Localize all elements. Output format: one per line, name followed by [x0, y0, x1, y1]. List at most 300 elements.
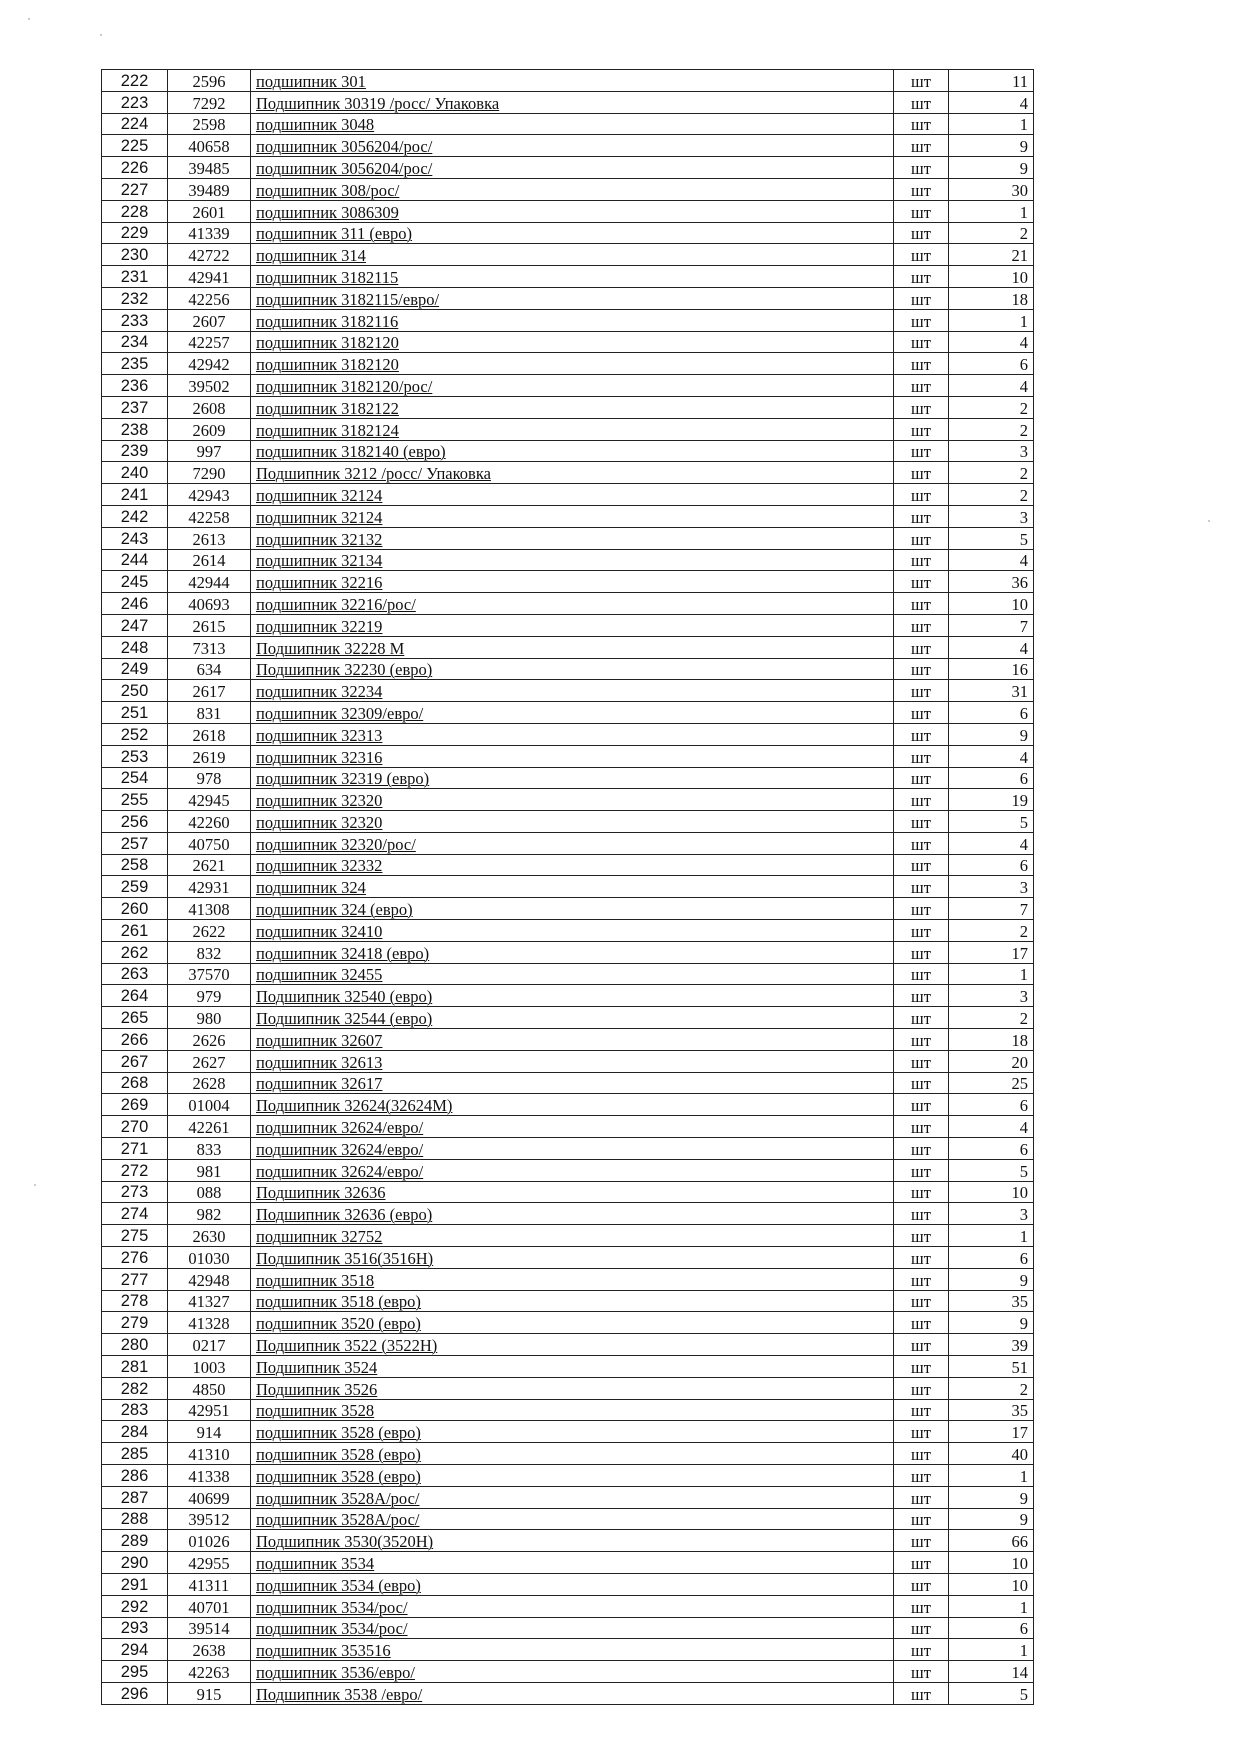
row-number-cell: 222 — [102, 70, 168, 92]
item-name-cell: подшипник 32316 — [251, 745, 894, 767]
unit-cell: шт — [894, 1661, 949, 1683]
item-code-cell: 2622 — [168, 920, 251, 942]
unit-cell: шт — [894, 571, 949, 593]
item-name-cell: подшипник 32234 — [251, 680, 894, 702]
row-number-cell: 271 — [102, 1138, 168, 1160]
quantity-cell: 18 — [949, 287, 1034, 309]
row-number-cell: 225 — [102, 135, 168, 157]
quantity-cell: 9 — [949, 723, 1034, 745]
item-name-cell: подшипник 32309/евро/ — [251, 702, 894, 724]
item-code-cell: 42941 — [168, 266, 251, 288]
row-number-cell: 249 — [102, 658, 168, 680]
table-row — [102, 1334, 1034, 1356]
item-name-cell: подшипник 3182124 — [251, 418, 894, 440]
item-name-cell: подшипник 3182122 — [251, 396, 894, 418]
item-code-cell: 41310 — [168, 1443, 251, 1465]
unit-cell: шт — [894, 1639, 949, 1661]
quantity-cell: 1 — [949, 963, 1034, 985]
row-number-cell: 238 — [102, 418, 168, 440]
quantity-cell: 2 — [949, 396, 1034, 418]
row-number-cell: 228 — [102, 200, 168, 222]
row-number-cell: 264 — [102, 985, 168, 1007]
row-number-cell: 240 — [102, 462, 168, 484]
item-name-cell: подшипник 3536/евро/ — [251, 1661, 894, 1683]
table-row — [102, 462, 1034, 484]
row-number-cell: 274 — [102, 1203, 168, 1225]
item-name-cell: подшипник 3182115 — [251, 266, 894, 288]
unit-cell: шт — [894, 1290, 949, 1312]
item-name-cell: подшипник 32124 — [251, 484, 894, 506]
item-name-cell: Подшипник 32540 (евро) — [251, 985, 894, 1007]
quantity-cell: 5 — [949, 1682, 1034, 1704]
table-row — [102, 1268, 1034, 1290]
table-row — [102, 1682, 1034, 1704]
item-name-cell: подшипник 32219 — [251, 614, 894, 636]
quantity-cell: 39 — [949, 1334, 1034, 1356]
quantity-cell: 2 — [949, 222, 1034, 244]
row-number-cell: 261 — [102, 920, 168, 942]
quantity-cell: 4 — [949, 375, 1034, 397]
table-row — [102, 1486, 1034, 1508]
unit-cell: шт — [894, 91, 949, 113]
row-number-cell: 291 — [102, 1573, 168, 1595]
item-code-cell: 7290 — [168, 462, 251, 484]
quantity-cell: 6 — [949, 767, 1034, 789]
item-name-cell: подшипник 311 (евро) — [251, 222, 894, 244]
item-name-cell: подшипник 3528А/рос/ — [251, 1508, 894, 1530]
unit-cell: шт — [894, 113, 949, 135]
item-name-cell: подшипник 32216/рос/ — [251, 593, 894, 615]
quantity-cell: 4 — [949, 1116, 1034, 1138]
item-code-cell: 40658 — [168, 135, 251, 157]
row-number-cell: 296 — [102, 1682, 168, 1704]
row-number-cell: 280 — [102, 1334, 168, 1356]
item-name-cell: подшипник 3182120/рос/ — [251, 375, 894, 397]
table-row — [102, 178, 1034, 200]
unit-cell: шт — [894, 1682, 949, 1704]
item-code-cell: 981 — [168, 1159, 251, 1181]
table-row — [102, 745, 1034, 767]
unit-cell: шт — [894, 375, 949, 397]
row-number-cell: 266 — [102, 1029, 168, 1051]
item-code-cell: 997 — [168, 440, 251, 462]
quantity-cell: 3 — [949, 505, 1034, 527]
item-code-cell: 42944 — [168, 571, 251, 593]
item-code-cell: 979 — [168, 985, 251, 1007]
quantity-cell: 2 — [949, 462, 1034, 484]
unit-cell: шт — [894, 941, 949, 963]
table-row — [102, 1050, 1034, 1072]
unit-cell: шт — [894, 702, 949, 724]
table-row — [102, 593, 1034, 615]
row-number-cell: 282 — [102, 1377, 168, 1399]
item-code-cell: 39514 — [168, 1617, 251, 1639]
item-name-cell: подшипник 3182116 — [251, 309, 894, 331]
unit-cell: шт — [894, 985, 949, 1007]
item-code-cell: 978 — [168, 767, 251, 789]
table-row — [102, 1399, 1034, 1421]
item-name-cell: Подшипник 30319 /росс/ Упаковка — [251, 91, 894, 113]
quantity-cell: 9 — [949, 135, 1034, 157]
row-number-cell: 286 — [102, 1465, 168, 1487]
row-number-cell: 275 — [102, 1225, 168, 1247]
row-number-cell: 290 — [102, 1552, 168, 1574]
quantity-cell: 6 — [949, 1138, 1034, 1160]
item-name-cell: подшипник 32216 — [251, 571, 894, 593]
table-row — [102, 200, 1034, 222]
unit-cell: шт — [894, 462, 949, 484]
item-name-cell: подшипник 3056204/рос/ — [251, 157, 894, 179]
item-code-cell: 41338 — [168, 1465, 251, 1487]
row-number-cell: 269 — [102, 1094, 168, 1116]
item-code-cell: 42931 — [168, 876, 251, 898]
item-code-cell: 42943 — [168, 484, 251, 506]
item-name-cell: подшипник 32624/евро/ — [251, 1116, 894, 1138]
table-row — [102, 854, 1034, 876]
table-row — [102, 135, 1034, 157]
quantity-cell: 17 — [949, 1421, 1034, 1443]
row-number-cell: 227 — [102, 178, 168, 200]
table-row — [102, 353, 1034, 375]
row-number-cell: 270 — [102, 1116, 168, 1138]
table-row — [102, 1029, 1034, 1051]
table-row — [102, 898, 1034, 920]
quantity-cell: 2 — [949, 1377, 1034, 1399]
row-number-cell: 247 — [102, 614, 168, 636]
table-row — [102, 396, 1034, 418]
unit-cell: шт — [894, 200, 949, 222]
item-name-cell: подшипник 32313 — [251, 723, 894, 745]
table-row — [102, 1530, 1034, 1552]
item-name-cell: Подшипник 32228 М — [251, 636, 894, 658]
table-row — [102, 527, 1034, 549]
item-name-cell: Подшипник 32230 (евро) — [251, 658, 894, 680]
unit-cell: шт — [894, 440, 949, 462]
table-row — [102, 1595, 1034, 1617]
item-name-cell: подшипник 301 — [251, 70, 894, 92]
table-row — [102, 309, 1034, 331]
row-number-cell: 285 — [102, 1443, 168, 1465]
table-row — [102, 1573, 1034, 1595]
quantity-cell: 9 — [949, 1486, 1034, 1508]
table-row — [102, 70, 1034, 92]
table-row — [102, 832, 1034, 854]
quantity-cell: 7 — [949, 614, 1034, 636]
item-code-cell: 2627 — [168, 1050, 251, 1072]
quantity-cell: 35 — [949, 1290, 1034, 1312]
table-row — [102, 723, 1034, 745]
table-row — [102, 1247, 1034, 1269]
unit-cell: шт — [894, 287, 949, 309]
item-code-cell: 42258 — [168, 505, 251, 527]
row-number-cell: 223 — [102, 91, 168, 113]
item-code-cell: 7313 — [168, 636, 251, 658]
unit-cell: шт — [894, 396, 949, 418]
quantity-cell: 4 — [949, 549, 1034, 571]
row-number-cell: 255 — [102, 789, 168, 811]
table-row — [102, 222, 1034, 244]
quantity-cell: 1 — [949, 1465, 1034, 1487]
row-number-cell: 292 — [102, 1595, 168, 1617]
table-row — [102, 680, 1034, 702]
item-code-cell: 1003 — [168, 1356, 251, 1378]
item-code-cell: 2615 — [168, 614, 251, 636]
item-name-cell: подшипник 32332 — [251, 854, 894, 876]
item-name-cell: Подшипник 3516(3516Н) — [251, 1247, 894, 1269]
item-code-cell: 2621 — [168, 854, 251, 876]
table-row — [102, 1508, 1034, 1530]
item-code-cell: 2619 — [168, 745, 251, 767]
unit-cell: шт — [894, 1334, 949, 1356]
row-number-cell: 235 — [102, 353, 168, 375]
item-name-cell: подшипник 3534/рос/ — [251, 1595, 894, 1617]
item-name-cell: подшипник 3520 (евро) — [251, 1312, 894, 1334]
table-row — [102, 1138, 1034, 1160]
unit-cell: шт — [894, 222, 949, 244]
quantity-cell: 5 — [949, 811, 1034, 833]
unit-cell: шт — [894, 876, 949, 898]
table-row — [102, 702, 1034, 724]
quantity-cell: 4 — [949, 91, 1034, 113]
item-code-cell: 634 — [168, 658, 251, 680]
item-name-cell: подшипник 3086309 — [251, 200, 894, 222]
item-name-cell: Подшипник 32544 (евро) — [251, 1007, 894, 1029]
item-code-cell: 2608 — [168, 396, 251, 418]
item-name-cell: Подшипник 3522 (3522Н) — [251, 1334, 894, 1356]
quantity-cell: 6 — [949, 1094, 1034, 1116]
unit-cell: шт — [894, 920, 949, 942]
item-code-cell: 2617 — [168, 680, 251, 702]
quantity-cell: 4 — [949, 745, 1034, 767]
item-code-cell: 40699 — [168, 1486, 251, 1508]
item-name-cell: подшипник 3056204/рос/ — [251, 135, 894, 157]
quantity-cell: 10 — [949, 1552, 1034, 1574]
table-row — [102, 1181, 1034, 1203]
row-number-cell: 251 — [102, 702, 168, 724]
item-name-cell: подшипник 3534 — [251, 1552, 894, 1574]
quantity-cell: 40 — [949, 1443, 1034, 1465]
item-code-cell: 980 — [168, 1007, 251, 1029]
table-row — [102, 767, 1034, 789]
row-number-cell: 233 — [102, 309, 168, 331]
row-number-cell: 272 — [102, 1159, 168, 1181]
item-name-cell: подшипник 3528 (евро) — [251, 1465, 894, 1487]
item-code-cell: 39502 — [168, 375, 251, 397]
unit-cell: шт — [894, 723, 949, 745]
quantity-cell: 20 — [949, 1050, 1034, 1072]
quantity-cell: 5 — [949, 1159, 1034, 1181]
unit-cell: шт — [894, 1268, 949, 1290]
row-number-cell: 224 — [102, 113, 168, 135]
table-row — [102, 440, 1034, 462]
quantity-cell: 1 — [949, 200, 1034, 222]
row-number-cell: 283 — [102, 1399, 168, 1421]
item-name-cell: подшипник 32319 (евро) — [251, 767, 894, 789]
item-name-cell: подшипник 314 — [251, 244, 894, 266]
unit-cell: шт — [894, 484, 949, 506]
item-name-cell: подшипник 324 — [251, 876, 894, 898]
row-number-cell: 226 — [102, 157, 168, 179]
table-row — [102, 375, 1034, 397]
item-name-cell: подшипник 3048 — [251, 113, 894, 135]
unit-cell: шт — [894, 244, 949, 266]
item-name-cell: подшипник 3518 (евро) — [251, 1290, 894, 1312]
table-row — [102, 549, 1034, 571]
item-code-cell: 42942 — [168, 353, 251, 375]
unit-cell: шт — [894, 1421, 949, 1443]
item-name-cell: подшипник 3182115/евро/ — [251, 287, 894, 309]
table-row — [102, 1072, 1034, 1094]
table-row — [102, 113, 1034, 135]
quantity-cell: 9 — [949, 157, 1034, 179]
row-number-cell: 284 — [102, 1421, 168, 1443]
quantity-cell: 6 — [949, 353, 1034, 375]
table-row — [102, 571, 1034, 593]
unit-cell: шт — [894, 1203, 949, 1225]
item-code-cell: 41327 — [168, 1290, 251, 1312]
unit-cell: шт — [894, 1094, 949, 1116]
unit-cell: шт — [894, 135, 949, 157]
row-number-cell: 254 — [102, 767, 168, 789]
item-code-cell: 2618 — [168, 723, 251, 745]
item-code-cell: 01030 — [168, 1247, 251, 1269]
inventory-table — [101, 69, 1034, 1705]
row-number-cell: 295 — [102, 1661, 168, 1683]
item-name-cell: подшипник 32752 — [251, 1225, 894, 1247]
quantity-cell: 10 — [949, 1181, 1034, 1203]
unit-cell: шт — [894, 789, 949, 811]
row-number-cell: 244 — [102, 549, 168, 571]
item-code-cell: 42260 — [168, 811, 251, 833]
unit-cell: шт — [894, 1399, 949, 1421]
item-name-cell: подшипник 32617 — [251, 1072, 894, 1094]
quantity-cell: 36 — [949, 571, 1034, 593]
quantity-cell: 6 — [949, 1617, 1034, 1639]
row-number-cell: 239 — [102, 440, 168, 462]
item-name-cell: подшипник 3528 (евро) — [251, 1443, 894, 1465]
item-name-cell: подшипник 32124 — [251, 505, 894, 527]
unit-cell: шт — [894, 1443, 949, 1465]
unit-cell: шт — [894, 1225, 949, 1247]
unit-cell: шт — [894, 1508, 949, 1530]
quantity-cell: 3 — [949, 1203, 1034, 1225]
table-row — [102, 985, 1034, 1007]
unit-cell: шт — [894, 658, 949, 680]
row-number-cell: 232 — [102, 287, 168, 309]
table-row — [102, 1312, 1034, 1334]
item-code-cell: 2598 — [168, 113, 251, 135]
item-code-cell: 4850 — [168, 1377, 251, 1399]
quantity-cell: 9 — [949, 1508, 1034, 1530]
unit-cell: шт — [894, 1486, 949, 1508]
item-code-cell: 7292 — [168, 91, 251, 113]
unit-cell: шт — [894, 1247, 949, 1269]
item-code-cell: 40693 — [168, 593, 251, 615]
item-code-cell: 2626 — [168, 1029, 251, 1051]
table-row — [102, 636, 1034, 658]
table-row — [102, 920, 1034, 942]
row-number-cell: 281 — [102, 1356, 168, 1378]
row-number-cell: 277 — [102, 1268, 168, 1290]
unit-cell: шт — [894, 811, 949, 833]
item-name-cell: подшипник 32624/евро/ — [251, 1159, 894, 1181]
row-number-cell: 252 — [102, 723, 168, 745]
table-row — [102, 91, 1034, 113]
item-name-cell: подшипник 324 (евро) — [251, 898, 894, 920]
item-code-cell: 982 — [168, 1203, 251, 1225]
table-row — [102, 876, 1034, 898]
table-row — [102, 1290, 1034, 1312]
unit-cell: шт — [894, 1530, 949, 1552]
quantity-cell: 2 — [949, 418, 1034, 440]
quantity-cell: 3 — [949, 876, 1034, 898]
item-name-cell: подшипник 3528 (евро) — [251, 1421, 894, 1443]
item-code-cell: 833 — [168, 1138, 251, 1160]
row-number-cell: 294 — [102, 1639, 168, 1661]
row-number-cell: 236 — [102, 375, 168, 397]
unit-cell: шт — [894, 1573, 949, 1595]
item-code-cell: 39485 — [168, 157, 251, 179]
quantity-cell: 1 — [949, 113, 1034, 135]
table-row — [102, 331, 1034, 353]
unit-cell: шт — [894, 1072, 949, 1094]
unit-cell: шт — [894, 767, 949, 789]
table-row — [102, 505, 1034, 527]
item-code-cell: 2630 — [168, 1225, 251, 1247]
row-number-cell: 256 — [102, 811, 168, 833]
item-code-cell: 40701 — [168, 1595, 251, 1617]
quantity-cell: 3 — [949, 985, 1034, 1007]
quantity-cell: 35 — [949, 1399, 1034, 1421]
item-code-cell: 41311 — [168, 1573, 251, 1595]
item-name-cell: Подшипник 3526 — [251, 1377, 894, 1399]
unit-cell: шт — [894, 157, 949, 179]
item-name-cell: подшипник 3528 — [251, 1399, 894, 1421]
quantity-cell: 17 — [949, 941, 1034, 963]
unit-cell: шт — [894, 1356, 949, 1378]
table-row — [102, 1552, 1034, 1574]
table-row — [102, 1159, 1034, 1181]
unit-cell: шт — [894, 331, 949, 353]
unit-cell: шт — [894, 963, 949, 985]
quantity-cell: 25 — [949, 1072, 1034, 1094]
quantity-cell: 31 — [949, 680, 1034, 702]
item-name-cell: подшипник 32624/евро/ — [251, 1138, 894, 1160]
item-code-cell: 42948 — [168, 1268, 251, 1290]
unit-cell: шт — [894, 1595, 949, 1617]
row-number-cell: 241 — [102, 484, 168, 506]
item-name-cell: подшипник 353516 — [251, 1639, 894, 1661]
quantity-cell: 4 — [949, 636, 1034, 658]
row-number-cell: 237 — [102, 396, 168, 418]
row-number-cell: 245 — [102, 571, 168, 593]
table-row — [102, 614, 1034, 636]
quantity-cell: 2 — [949, 920, 1034, 942]
item-code-cell: 42256 — [168, 287, 251, 309]
unit-cell: шт — [894, 593, 949, 615]
item-name-cell: подшипник 3528А/рос/ — [251, 1486, 894, 1508]
table-row — [102, 1203, 1034, 1225]
row-number-cell: 231 — [102, 266, 168, 288]
quantity-cell: 6 — [949, 854, 1034, 876]
table-row — [102, 1639, 1034, 1661]
unit-cell: шт — [894, 1377, 949, 1399]
row-number-cell: 262 — [102, 941, 168, 963]
item-name-cell: Подшипник 3530(3520Н) — [251, 1530, 894, 1552]
item-name-cell: Подшипник 32636 (евро) — [251, 1203, 894, 1225]
quantity-cell: 30 — [949, 178, 1034, 200]
table-row — [102, 1377, 1034, 1399]
